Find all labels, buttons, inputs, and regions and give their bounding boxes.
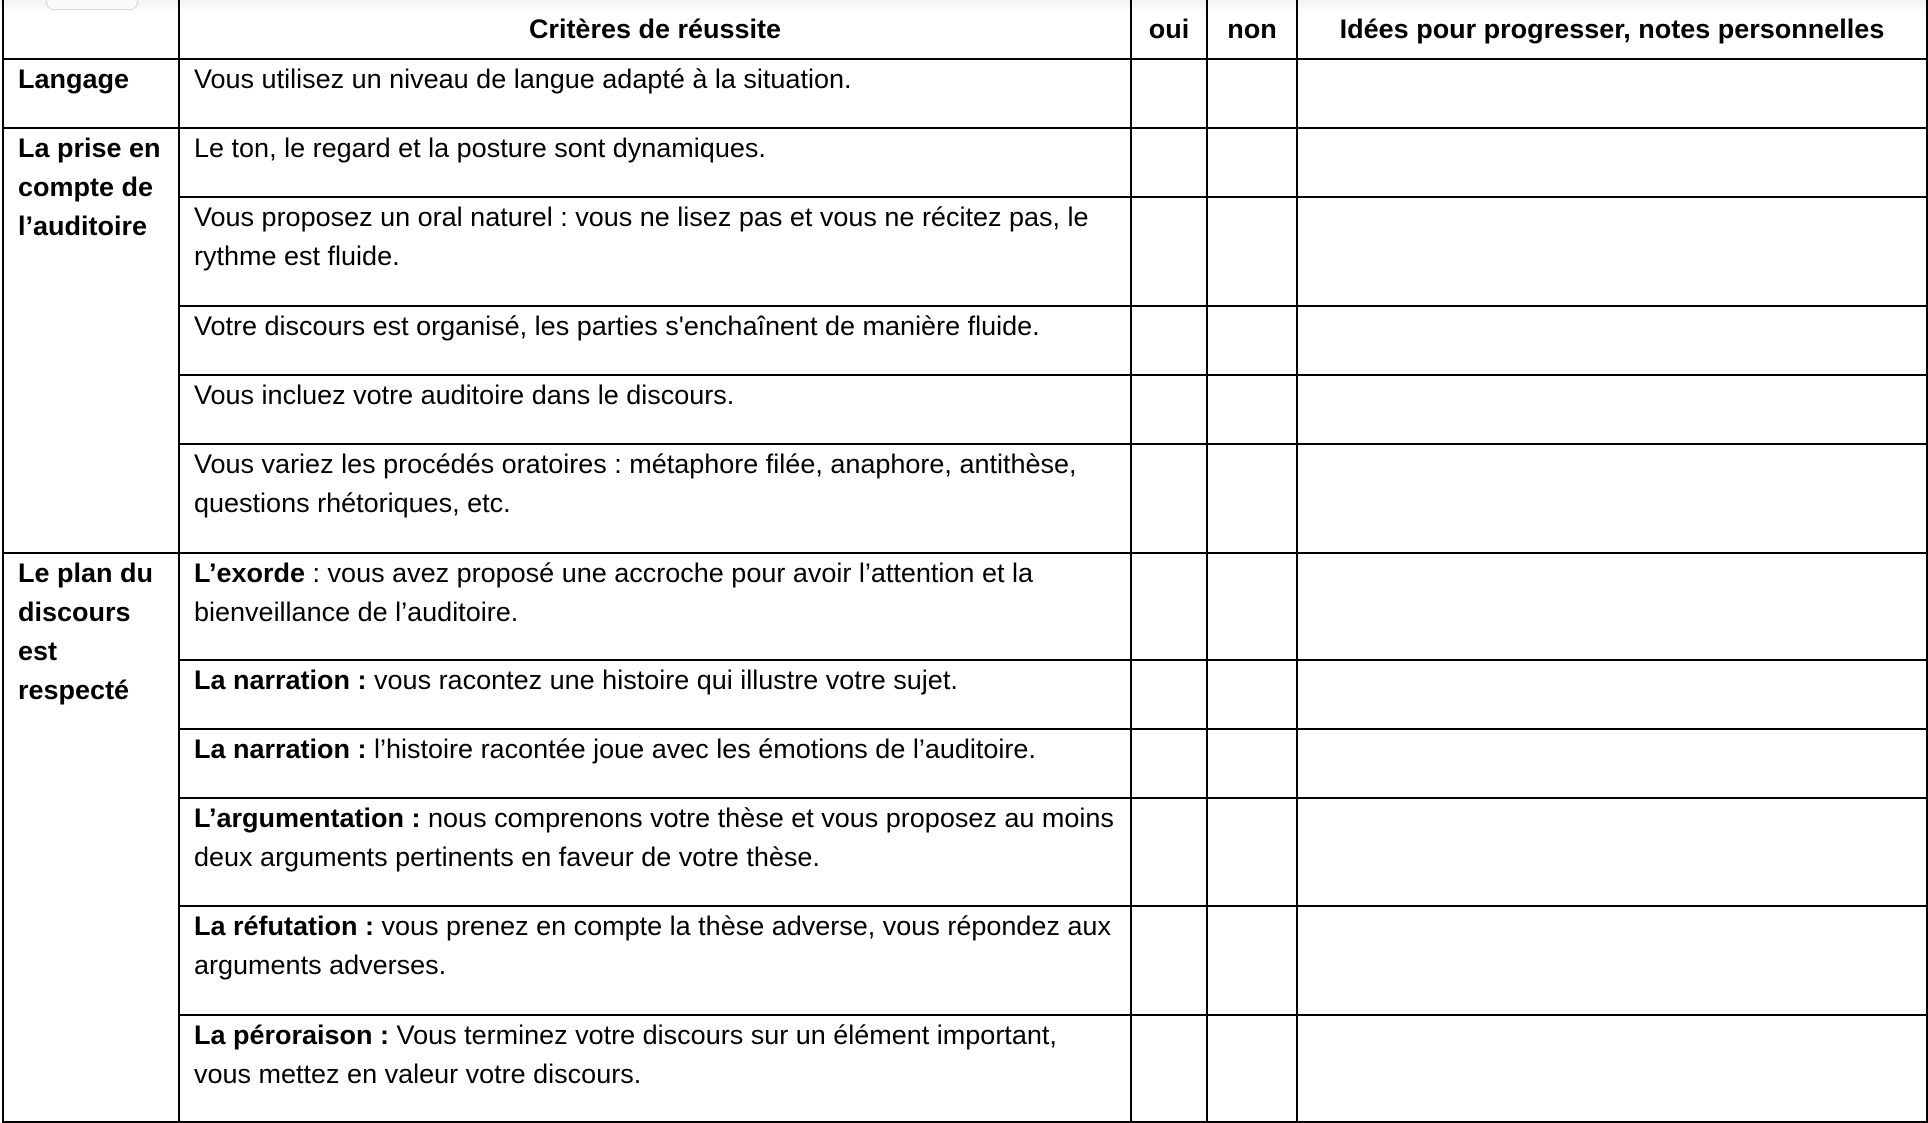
criterion-text: Le ton, le regard et la posture sont dynamiques.: [194, 133, 766, 163]
table-row: [3, 553, 1927, 660]
no-cell[interactable]: [1207, 128, 1297, 197]
criterion-bold: La narration :: [194, 665, 367, 695]
criterion-text: Vous utilisez un niveau de langue adapté à la situation.: [194, 64, 852, 94]
notes-cell[interactable]: [1297, 59, 1927, 128]
criterion-text: vous prenez en compte la thèse adverse, vous répondez aux arguments adverses.: [194, 911, 1111, 980]
notes-cell[interactable]: [1297, 729, 1927, 798]
criterion-text: Vous variez les procédés oratoires : métaphore filée, anaphore, antithèse, questions rhétoriques, etc.: [194, 449, 1077, 518]
table-row: [3, 197, 1927, 306]
notes-cell[interactable]: [1297, 798, 1927, 906]
table-row: [3, 798, 1927, 906]
notes-cell[interactable]: [1297, 128, 1927, 197]
notes-cell[interactable]: [1297, 1015, 1927, 1122]
yes-cell[interactable]: [1131, 306, 1207, 375]
criterion-cell: [179, 729, 1131, 798]
table-row: [3, 306, 1927, 375]
criterion-cell: [179, 660, 1131, 729]
notes-cell[interactable]: [1297, 444, 1927, 553]
criterion-cell: [179, 798, 1131, 906]
criterion-text: nous comprenons votre thèse et vous proposez au moins deux arguments pertinents en faveur de votre thèse.: [194, 803, 1114, 872]
no-cell[interactable]: [1207, 59, 1297, 128]
criterion-cell: [179, 375, 1131, 444]
notes-cell[interactable]: [1297, 197, 1927, 306]
criterion-bold: L’argumentation :: [194, 803, 421, 833]
no-cell[interactable]: [1207, 375, 1297, 444]
table-row: [3, 59, 1927, 128]
header-criteria: Critères de réussite: [179, 0, 1131, 59]
header-no: non: [1207, 0, 1297, 59]
notes-cell[interactable]: [1297, 553, 1927, 660]
criterion-cell: [179, 306, 1131, 375]
criterion-text: vous racontez une histoire qui illustre votre sujet.: [366, 665, 958, 695]
criterion-text: Vous proposez un oral naturel : vous ne lisez pas et vous ne récitez pas, le rythme est fluide.: [194, 202, 1089, 271]
table-row: [3, 660, 1927, 729]
criterion-cell: [179, 1015, 1131, 1122]
table-row: [3, 444, 1927, 553]
notes-cell[interactable]: [1297, 906, 1927, 1015]
criterion-text: l’histoire racontée joue avec les émotions de l’auditoire.: [366, 734, 1036, 764]
category-cell: La prise en compte de l’auditoire: [3, 128, 179, 553]
criterion-cell: [179, 906, 1131, 1015]
no-cell[interactable]: [1207, 553, 1297, 660]
no-cell[interactable]: [1207, 729, 1297, 798]
yes-cell[interactable]: [1131, 798, 1207, 906]
criterion-cell: [179, 128, 1131, 197]
notes-cell[interactable]: [1297, 660, 1927, 729]
no-cell[interactable]: [1207, 660, 1297, 729]
category-cell: Langage: [3, 59, 179, 128]
table-row: [3, 729, 1927, 798]
yes-cell[interactable]: [1131, 906, 1207, 1015]
criterion-bold: L’exorde: [194, 558, 306, 588]
header-yes: oui: [1131, 0, 1207, 59]
no-cell[interactable]: [1207, 197, 1297, 306]
no-cell[interactable]: [1207, 798, 1297, 906]
yes-cell[interactable]: [1131, 1015, 1207, 1122]
criterion-bold: La réfutation :: [194, 911, 374, 941]
notes-cell[interactable]: [1297, 306, 1927, 375]
header-row: [3, 0, 1927, 59]
no-cell[interactable]: [1207, 306, 1297, 375]
criterion-text: Votre discours est organisé, les parties s'enchaînent de manière fluide.: [194, 311, 1040, 341]
header-category: [3, 0, 179, 59]
criterion-text: : vous avez proposé une accroche pour avoir l’attention et la bienveillance de l’auditoire.: [194, 558, 1033, 627]
criterion-bold: La péroraison :: [194, 1020, 390, 1050]
table-row: [3, 128, 1927, 197]
criterion-cell: [179, 59, 1131, 128]
criterion-cell: [179, 197, 1131, 306]
category-cell: Le plan du discours est respecté: [3, 553, 179, 1122]
yes-cell[interactable]: [1131, 375, 1207, 444]
table-row: [3, 375, 1927, 444]
header-notes: Idées pour progresser, notes personnelles: [1297, 0, 1927, 59]
no-cell[interactable]: [1207, 444, 1297, 553]
criterion-text: Vous incluez votre auditoire dans le discours.: [194, 380, 735, 410]
yes-cell[interactable]: [1131, 660, 1207, 729]
table-row: [3, 906, 1927, 1015]
yes-cell[interactable]: [1131, 59, 1207, 128]
yes-cell[interactable]: [1131, 444, 1207, 553]
table-row: [3, 1015, 1927, 1122]
criterion-bold: La narration :: [194, 734, 367, 764]
evaluation-grid: [2, 0, 1928, 1123]
yes-cell[interactable]: [1131, 197, 1207, 306]
criterion-text: Vous terminez votre discours sur un élément important, vous mettez en valeur votre discours.: [194, 1020, 1057, 1089]
no-cell[interactable]: [1207, 906, 1297, 1015]
yes-cell[interactable]: [1131, 128, 1207, 197]
criterion-cell: [179, 444, 1131, 553]
yes-cell[interactable]: [1131, 729, 1207, 798]
criterion-cell: [179, 553, 1131, 660]
notes-cell[interactable]: [1297, 375, 1927, 444]
yes-cell[interactable]: [1131, 553, 1207, 660]
no-cell[interactable]: [1207, 1015, 1297, 1122]
